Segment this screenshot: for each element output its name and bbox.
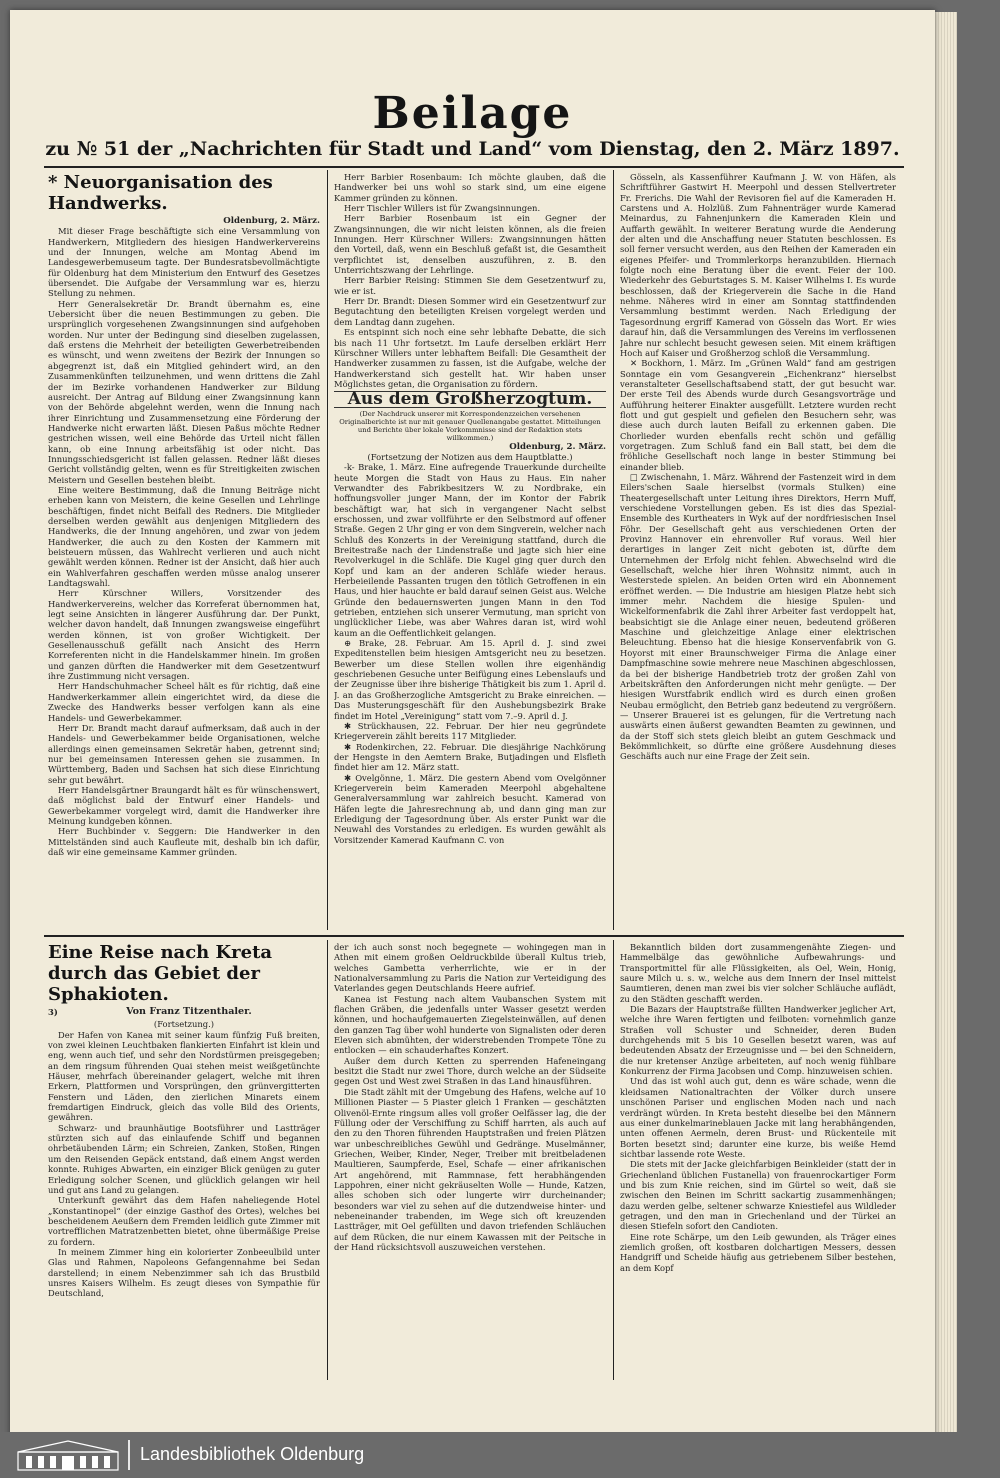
book-page-edges [935, 12, 957, 1448]
library-building-icon [16, 1438, 120, 1472]
continuation-note: (Fortsetzung.) [153, 1019, 215, 1030]
paragraph: Der Hafen von Kanea mit seiner kaum fünfzig Fuß breiten, von zwei kleinen Leuchtbaken flankierten Einfahrt ist klein und eng, wenn auch tief, und sehr den Nordstürmen preisgegeben; an dem ringsum führenden Quai stehen meist weißgetünchte Häuser, mehrfach übereinander gelagert, welche mit ihren Erkern, Plattformen und Vorsprüngen, den grünvergitterten Fenstern und Läden, den zierlichen Minarets einem fremdartigen Eindruck, gleich das volle Bild des Orients, gewähren. [48, 1029, 320, 1123]
paragraph: Herr Buchbinder v. Seggern: Die Handwerker in den Mittelständen sind auch Kaufleute mit, deshalb bin ich dafür, daß wir eine gemeinsame Kammer gründen. [48, 826, 320, 857]
column-divider [327, 170, 328, 930]
masthead-subtitle: zu № 51 der „Nachrichten für Stadt und Land“ vom Dienstag, den 2. März 1897. [45, 138, 900, 160]
paragraph: Außer dem durch Ketten zu sperrenden Hafeneingang besitzt die Stadt nur zwei Thore, durch welche an der Südseite gegen Ost und West zwei Straßen in das Land hinausführen. [334, 1055, 606, 1087]
paragraph: Herr Dr. Brandt: Diesen Sommer wird ein Gesetzentwurf zur Begutachtung den beteiligten Kreisen vorgelegt werden und dem Landtag dann zugehen. [334, 296, 606, 327]
section-rule [44, 935, 904, 937]
feuilleton-column-3 [620, 942, 896, 1382]
section-note: (Der Nachdruck unserer mit Korrespondenzzeichen versehenen Originalberichte ist nur mit genauer Quellenangabe gestattet. Mitteilungen und Berichte über lokale Vorkommnisse sind der Redaktion stets willkommen.) [339, 409, 601, 442]
paragraph: Schwarz- und braunhäutige Bootsführer und Lastträger stürzten sich auf das einlaufende Schiff und begannen ohrbetäubenden Lärm; ein Schreien, Zanken, Stoßen, Ringen um den Reisenden Gepäck entstand, daß einem Angst werden konnte. Ruhiges Abwarten, ein einziger Blick genügen zu guter Erledigung solcher Scenen, und glücklich gelangen wir heil und gut ans Land zu gelangen. [48, 1122, 320, 1195]
section-heading: Aus dem Großherzogtum. [334, 391, 606, 407]
news-item: □ Zwischenahn, 1. März. Während der Fastenzeit wird in dem Eilers'schen Saale hierselbst (vormals Stulken) eine Theatergesellschaft unter Leitung ihres Direktors, Herrn Muff, verschiedene Vorstellungen geben. Es ist dies das Spezial-Ensemble des Kurtheaters in Wyk auf der nordfriesischen Insel Föhr. Der Gesellschaft geht aus verschiedenen Orten der Provinz Hannover ein ehrenvoller Ruf voraus. Weil hier derartiges in langer Zeit nicht geboten ist, dürfte dem Unternehmen der Erfolg nicht fehlen. Abwechselnd wird die Gesellschaft, welche hier ihren Wohnsitz nimmt, auch in Westerstede spielen. An beiden Orten wird ein Abonnement eröffnet werden. — Die Industrie am hiesigen Platze hebt sich immer mehr. Nachdem die hiesige Spulen- und Wickelformenfabrik die Zahl ihrer Arbeiter fast verdoppelt hat, beabsichtigt sie die Anlage einer neuen, bedeutend größeren Maschine und gleichzeitige Anlage einer elektrischen Beleuchtung. Ebenso hat die hiesige Konservenfabrik von G. Hoyorst mit einer Braunschweiger Firma die Anlage einer Dampfmaschine sowie mehrere neue Maschinen abgeschlossen, da bei der bisherige Handbetrieb trotz der großen Zahl von Arbeitskräften den Anforderungen nicht mehr genügte. — Der hiesigen Wurstfabrik endlich wird es durch einen großen Neubau ermöglicht, den Betrieb ganz bedeutend zu vergrößern. — Unserer Brauerei ist es gelungen, für die Vertretung nach auswärts einen äußerst gewandten Beamten zu gewinnen, und da der Stoff sich stets gleich bleibt an gutem Geschmack und Bekömmlichkeit, so dürfte eine größere Ausdehnung dieses Geschäfts auch nur eine Frage der Zeit sein. [620, 471, 896, 762]
news-item: ✱ Rodenkirchen, 22. Februar. Die diesjährige Nachkörung der Hengste in den Aemtern Brake, Butjadingen und Elsfleth findet hier am 12. März statt. [334, 741, 606, 773]
news-item: Gösseln, als Kassenführer Kaufmann J. W. von Häfen, als Schriftführer Gastwirt H. Meerpohl und dessen Stellvertreter Fr. Frerichs. Die Wahl der Revisoren fiel auf die Kameraden H. Carstens und A. Holzlüß. Zum Fahnenträger wurde Kamerad Meinardus, zu Fahnenjunkern die Kameraden Klein und Auffarth gewählt. In weiterer Beratung wurde die Aenderung der alten und die Anschaffung neuer Statuten beschlossen. Es soll ferner versucht werden, aus den Reihen der Kameraden ein eigenes Pfeifer- und Trommlerkorps heranzubilden. Hiernach folgte noch eine Beratung über die event. Feier der 100. Wiederkehr des Geburtstages S. M. Kaiser Wilhelms I. Es wurde beschlossen, daß der Kriegerverein die Sache in die Hand nehme. Näheres wird in einer am Sonntag stattfindenden Versammlung bestimmt werden. Nach Erledigung der Tagesordnung ergriff Kamerad von Gösseln das Wort. Er wies darauf hin, daß die Versammlungen des Vereins im verflossenen Jahre nur schlecht besucht gewesen seien. Mit einem kräftigen Hoch auf Kaiser und Großherzog schloß die Versammlung. [620, 172, 896, 358]
footer-divider [128, 1440, 130, 1470]
paragraph: Eine weitere Bestimmung, daß die Innung Beiträge nicht erheben kann von Meistern, die keine Gesellen und Lehrlinge beschäftigen, findet nicht Beifall des Redners. Die Mitglieder derselben werden gewählt aus denjenigen Mitgliedern des Handwerks, die der Innung angehören, und zwar von jedem Handwerker, die auch zu den Kosten der Kammern mit beisteuern müssen, das Wahlrecht verlieren und auch nicht gewählt werden können. Redner ist der Ansicht, daß hier auch ein Wahlverfahren geschaffen werden müsse analog unserer Landtagswahl. [48, 484, 320, 589]
paragraph: Die stets mit der Jacke gleichfarbigen Beinkleider (statt der in Griechenland üblichen Fustanella) von frauenrockartiger Form und bis zum Knie reichen, sind im Gürtel so weit, daß sie zwischen den Beinen im Schritt sackartig zusammenhängen; dazu werden gelbe, seltener schwarze Kniestiefel aus Wildleder getragen, und den man in Griechenland und der Türkei an diesen Stiefeln sofort den Candioten. [620, 1159, 896, 1232]
column-divider [613, 940, 614, 1380]
feuilleton-heading: Eine Reise nach Kreta durch das Gebiet der Sphakioten. [48, 942, 273, 1005]
paragraph: Herr Generalsekretär Dr. Brandt übernahm es, eine Uebersicht über die neuen Bestimmungen zu geben. Die ursprünglich vorgesehenen Zwangsinnungen sind aufgehoben worden. Nur unter der Bedingung sind dieselben zugelassen, daß erstens die Mehrheit der beteiligten Gewerbetreibenden es wünscht, und wenn zweitens der Bezirk der Innungen so abgegrenzt ist, daß ein Mitglied gehindert wird, an den Zusammenkünften teilzunehmen, und wenn drittens die Zahl der im Bezirke vorhandenen Handwerker zur Bildung ausreicht. Der Antrag auf Bildung einer Zwangsinnung kann von der Behörde abgelehnt werden, wenn die Innung nach ihrer Einrichtung und Zusammensetzung eine Förderung der Handwerke nicht erwarten läßt. Diesen Paßus möchte Redner gestrichen wissen, weil eine Behörde das Urteil nicht fällen kann, ob eine Innung arbeitsfähig ist oder nicht. Das Innungsschiedsgericht ist fallen gelassen. Redner läßt dieses Gericht vollständig gelten, wenn es für Streitigkeiten zwischen Meistern und Gesellen bestehen bleibt. [48, 298, 320, 485]
paragraph: Eine rote Schärpe, um den Leib gewunden, als Träger eines ziemlich großen, oft kostbaren dolchartigen Messers, dessen Handgriff und Scheide häufig aus getriebenem Silber bestehen, an dem Kopf [620, 1231, 896, 1273]
paragraph: Herr Tischler Willers ist für Zwangsinnungen. [344, 203, 541, 214]
article-column-3 [620, 172, 896, 932]
feuilleton-author: Von Franz Titzenthaler. [126, 1006, 252, 1017]
installment-number: 3) [48, 1007, 58, 1017]
paragraph: Kanea ist Festung nach altem Vaubanschen System mit flachen Gräben, die jedenfalls unter Wasser gesetzt werden können, und hochaufgemauerten Ziegelsteinwällen, auf denen den ganzen Tag über wohl hunderte von Signalisten oder deren Eleven sich abmühten, der widerstrebenden Trompete Töne zu entlocken — ein schauderhaftes Konzert. [334, 993, 606, 1056]
article-dateline: Oldenburg, 2. März. [223, 216, 320, 226]
paragraph: Die Stadt zählt mit der Umgebung des Hafens, welche auf 10 Millionen Piaster — 5 Piaster gleich 1 Franken — geschätzten Olivenöl-Ernte ringsum alles voll großer Oelfässer lag, die der Füllung oder der Verschiffung zu Schiff harrten, als auch auf den zu den Thoren führenden Hauptstraßen und freien Plätzen war unbeschreibliches Gewühl und Gedränge. Muselmänner, Griechen, Weiber, Kinder, Neger, Treiber mit breitbeladenen Maultieren, Saumpferde, Esel, Schafe — einer afrikanischen Art angehörend, mit Rammnase, fett herabhängenden Lappohren, einer nicht gekräuselten Wolle — Hunde, Katzen, alles schoben sich oder lungerte wirr durcheinander; besonders war viel zu sehen auf die dutzendweise hinter- und nebeneinander trabenden, im Wege sich oft kreuzenden Lastträger, mit Oel gefüllten und davon triefenden Schläuchen auf dem Rücken, die nur einem Kawassen mit der Peitsche in der Hand rücksichtsvoll auszuweichen verstehen. [334, 1086, 606, 1252]
paragraph: Herr Dr. Brandt macht darauf aufmerksam, daß auch in der Handels- und Gewerbekammer beide Organisationen, welche allerdings einen gemeinsamen Sekretär haben, getrennt sind; nur bei gemeinsamen Interessen gehen sie zusammen. In Württemberg, Baden und Sachsen hat sich diese Einrichtung sehr gut bewährt. [48, 722, 320, 785]
news-item: ✱ Ovelgönne, 1. März. Die gestern Abend vom Ovelgönner Kriegerverein beim Kameraden Meerpohl abgehaltene Generalversammlung war zahlreich besucht. Kamerad von Häfen legte die Jahresrechnung ab, und dann ging man zur Erledigung der Tagesordnung über. Als erster Punkt war die Neuwahl des Vorstandes zu erledigen. Es wurden gewählt als Vorsitzender Kamerad Kaufmann C. von [334, 772, 606, 845]
news-item: -k- Brake, 1. März. Eine aufregende Trauerkunde durcheilte heute Morgen die Stadt von Haus zu Haus. Ein naher Verwandter des Fabrikbesitzers W. zu Nordbrake, ein hoffnungsvoller junger Mann, der im Kontor der Fabrik beschäftigt war, hat sich in vergangener Nacht selbst erschossen, und zwar vollführte er den Selbstmord auf offener Straße. Gegen 2 Uhr ging er von dem Singverein, welcher nach Schluß des Konzerts in der Vereinigung stattfand, durch die Breitestraße nach der Lindenstraße und jagte sich hier eine Revolverkugel in die Schläfe. Die Kugel ging quer durch den Kopf und kam an der anderen Schläfe wieder heraus. Herbeieilende Passanten trugen den tötlich Getroffenen in ein Haus, und hier hauchte er bald darauf seinen Geist aus. Welche Gründe den bedauernswerten jungen Mann in den Tod getrieben, entziehen sich unserer Vermutung, man spricht von unglücklicher Liebe, was aber Wahres daran ist, wird wohl kaum an die Oeffentlichkeit gelangen. [334, 462, 606, 638]
paragraph: Es entspinnt sich noch eine sehr lebhafte Debatte, die sich bis nach 11 Uhr fortsetzt. Im Laufe derselben erklärt Herr Kürschner Willers unter lebhaftem Beifall: Die Gesamtheit der Handwerker zusammen zu fassen, ist die Aufgabe, welche der Handwerkerstand sich gestellt hat. Wir haben unser Möglichstes getan, die Organisation zu fördern. [334, 327, 606, 389]
newspaper-page [10, 10, 935, 1450]
feuilleton-column-2 [334, 942, 606, 1382]
news-item: ✕ Bockhorn, 1. März. Im „Grünen Wald“ fand am gestrigen Sonntage ein vom Gesangverein „Eichenkranz“ hierselbst veranstalteter Gesellschaftsabend statt, der gut besucht war. Der erste Teil des Abends wurde durch Gesangsvorträge und Aufführung heiterer Einakter ausgefüllt. Letztere wurden recht flott und gut gespielt und gefielen den Besuchern sehr, was diese auch durch lauten Beifall zu erkennen gaben. Die Chorlieder wurden ebenfalls recht schön und gefällig vorgetragen. Zum Schluß fand ein Ball statt, bei dem die fröhliche Gesellschaft noch lange in bester Stimmung bei einander blieb. [620, 358, 896, 472]
column-divider [327, 940, 328, 1380]
paragraph: Herr Handschuhmacher Scheel hält es für richtig, daß eine Handwerkerkammer allein eingerichtet wird, da diese die Zwecke des Handwerks besser verfolgen kann als eine Handels- und Gewerbekammer. [48, 681, 320, 723]
paragraph: Herr Kürschner Willers, Vorsitzender des Handwerkervereins, welcher das Korreferat übernommen hat, legt seine Ansichten in längerer Ausführung dar. Der Punkt, welcher davon handelt, daß Innungen zwangsweise eingeführt werden können, ist von großer Wichtigkeit. Der Gesellenausschuß gefällt nach Ansicht des Herrn Korreferenten nicht in die Handelskammer hinein. Im großen und ganzen dürften die Handwerker mit dem Gesetzentwurf ihre Zustimmung nicht versagen. [48, 588, 320, 682]
paragraph: der ich auch sonst noch begegnete — wohingegen man in Athen mit einem großen Oeldruckbilde überall Kultus trieb, welches Gambetta verherrlichte, wie er in der Nationalversammlung zu Paris die Nation zur Verteidigung des Vaterlandes gegen Deutschlands Heere aufrief. [334, 942, 606, 994]
feuilleton-column-1 [48, 942, 320, 1382]
paragraph: Mit dieser Frage beschäftigte sich eine Versammlung von Handwerkern, Mitgliedern des hiesigen Handwerkervereins und der Innungen, welche am Montag Abend im Landesgewerbemuseum tagte. Der Bundesratsbevollmächtigte für Oldenburg hat dem Ministerium den Entwurf des Gesetzes übersendet. Die Aufgabe der Versammlung war es, hierzu Stellung zu nehmen. [48, 226, 320, 299]
column-divider [613, 170, 614, 930]
article-column-1 [48, 172, 320, 932]
paragraph: Herr Barbier Rosenbaum: Ich möchte glauben, daß die Handwerker bei uns wohl so stark sind, um eine eigene Kammer gründen zu können. [334, 172, 606, 203]
viewer-footer [0, 1432, 1000, 1478]
article-heading: * Neuorganisation des Handwerks. [48, 172, 273, 214]
news-item: ⊕ Brake, 28. Februar. Am 15. April d. J. sind zwei Expeditenstellen beim hiesigen Amtsgericht neu zu besetzen. Bewerber um diese Stellen wollen ihre eigenhändig geschriebenen Gesuche unter Beifügung eines Lebenslaufs und der Zeugnisse über ihre bisherige Thätigkeit bis zum 1. April d. J. an das Großherzogliche Amtsgericht zu Brake einreichen. — Das Musterungsgeschäft für den Aushebungsbezirk Brake findet im Hotel „Vereinigung“ statt vom 7.–9. April d. J. [334, 638, 606, 721]
library-name: Landesbibliothek Oldenburg [140, 1444, 365, 1464]
masthead-rule [44, 166, 904, 168]
paragraph: In meinem Zimmer hing ein kolorierter Zonbeeulbild unter Glas und Rahmen, Napoleons Gefangennahme bei Sedan darstellend; in einem Nebenzimmer sah ich das Brustbild unsres Kaisers Wilhelm. Es zeugt dieses von Sympathie für Deutschland, [48, 1246, 320, 1299]
paragraph: Herr Barbier Reising: Stimmen Sie dem Gesetzentwurf zu, wie er ist. [334, 275, 606, 296]
paragraph: Bekanntlich bilden dort zusammengenähte Ziegen- und Hammelbälge das gewöhnliche Aufbewahrungs- und Transportmittel für alle Flüssigkeiten, als Oel, Wein, Honig, saure Milch u. s. w., welche aus dem Innern der Insel mittelst Saumtieren, denen man zwei bis vier solcher Schläuche auflädt, zu den Städten geschafft werden. [620, 942, 896, 1004]
paragraph: Und das ist wohl auch gut, denn es wäre schade, wenn die kleidsamen Nationaltrachten der Völker durch unsere unschönen Pariser und englischen Moden nach und nach verdrängt würden. In Kreta besteht dieselbe bei den Männern aus einer dunkelmarineblauen Jacke mit lang herabhängenden, unten offenen Aermeln, deren Brust- und Rückenteile mit Borten besetzt sind; darunter eine kurze, bis weiße Hemd sichtbar lassende rote Weste. [620, 1076, 896, 1159]
continuation-note: (Fortsetzung der Notizen aus dem Hauptblatte.) [367, 451, 573, 462]
paragraph: Herr Barbier Rosenbaum ist ein Gegner der Zwangsinnungen, die wir nicht leisten können, als die freien Innungen. Herr Kürschner Willers: Zwangsinnungen hätten den Vorteil, daß, wenn ein Beschluß gefaßt ist, die Gesamtheit verpflichtet ist, denselben auszuführen, z. B. den Unterrichtszwang der Lehrlinge. [334, 213, 606, 276]
section-dateline: Oldenburg, 2. März. [509, 441, 606, 452]
paragraph: Herr Handelsgärtner Braungardt hält es für wünschenswert, daß möglichst bald der Entwurf einer Handels- und Gewerbekammer vorgelegt wird, damit die Handwerker ihre Meinung kundgeben können. [48, 784, 320, 826]
paragraph: Die Bazars der Hauptstraße füllten Handwerker jeglicher Art, welche ihre Waren fertigten und feilboten: vornehmlich ganze Straßen voll Schuster und Schneider, deren Buden durchgehends mit 5 bis 10 Gesellen besetzt waren, was auf bedeutenden Absatz der Erzeugnisse und — bei den Schneidern, die nur kretenser Anzüge arbeiteten, auf noch wenig fühlbare Konkurrenz der Firma Jacobsen und Comp. hinzuweisen schien. [620, 1004, 896, 1077]
article-column-2 [334, 172, 606, 932]
news-item: ✱ Strückhausen, 22. Februar. Der hier neu gegründete Kriegerverein zählt bereits 117 Mitglieder. [334, 720, 606, 742]
masthead-title: Beilage [372, 88, 573, 139]
paragraph: Unterkunft gewährt das dem Hafen naheliegende Hotel „Konstantinopel“ (der einzige Gasthof des Ortes), welches bei bescheidenem Aeußern dem Fremden leidlich gute Zimmer mit vortrefflichen Matratzenbetten bietet, ohne übermäßige Preise zu fordern. [48, 1195, 320, 1247]
